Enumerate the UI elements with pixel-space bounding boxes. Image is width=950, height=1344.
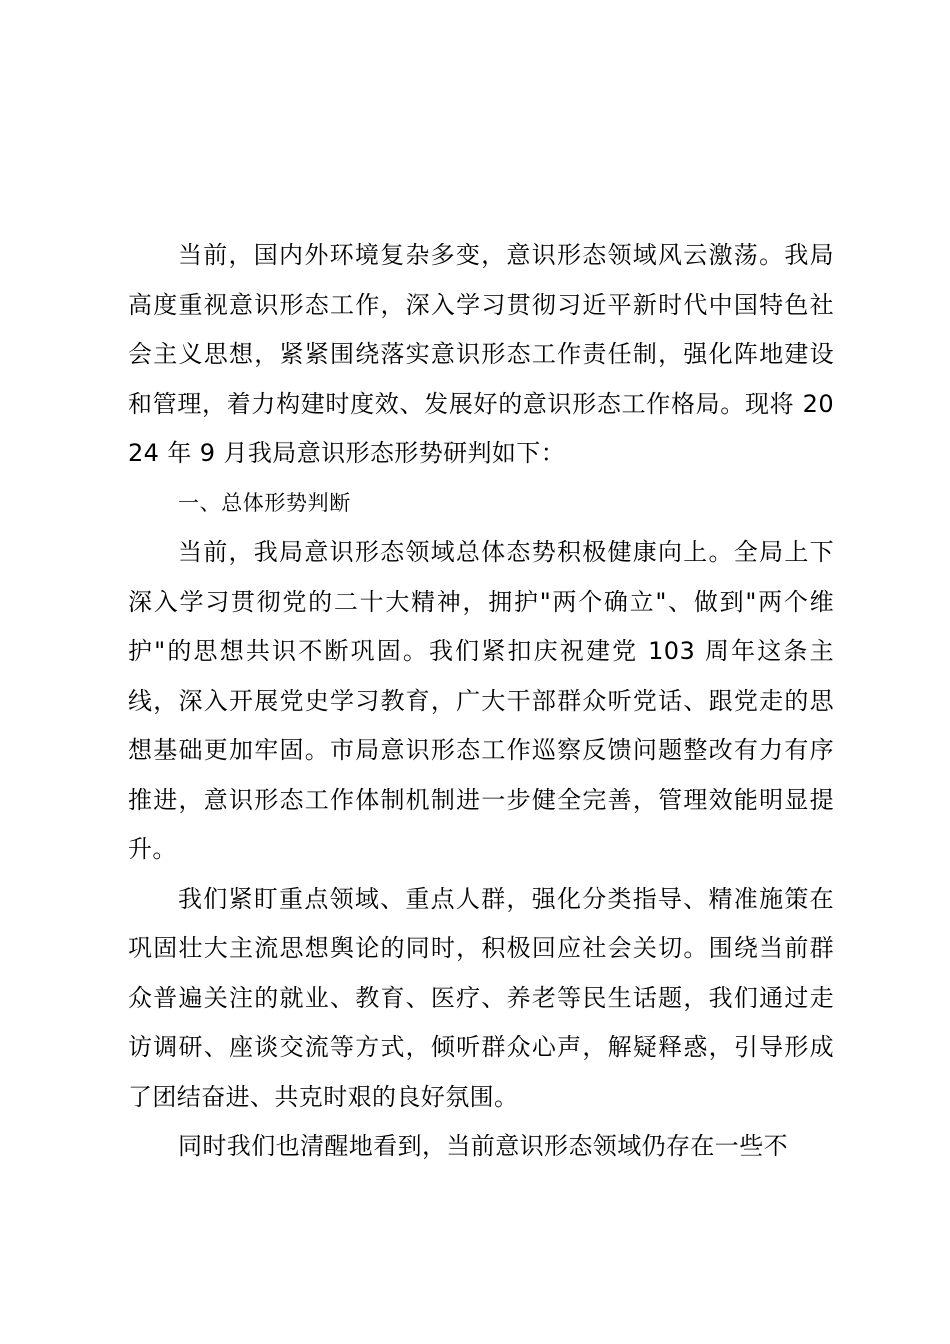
document-body [128,231,834,1172]
problems-paragraph: 同时我们也清醒地看到，当前意识形态领域仍存在一些不 [178,1132,788,1160]
intro-paragraph: 当前，国内外环境复杂多变，意识形态领域风云激荡。我局高度重视意识形态工作，深入学习贯彻习近平新时代中国特色社会主义思想，紧紧围绕落实意识形态工作责任制，强化阵地建设和管理，着力构建时度效、发展好的意识形态工作格局。现将 2024 年 9 月我局意识形态形势研判如下： [128,241,834,467]
overall-situation-paragraph: 当前，我局意识形态领域总体态势积极健康向上。全局上下深入学习贯彻党的二十大精神，拥护"两个确立"、做到"两个维护"的思想共识不断巩固。我们紧扣庆祝建党 103 周年这条主线，深入开展党史学习教育，广大干部群众听党话、跟党走的思想基础更加牢固。市局意识形态工作巡察反馈问题整改有力有序推进，意识形态工作体制机制进一步健全完善，管理效能明显提升。 [128,538,834,863]
section-heading-overall-situation: 一、总体形势判断 [178,490,351,515]
key-areas-paragraph: 我们紧盯重点领域、重点人群，强化分类指导、精准施策在巩固壮大主流思想舆论的同时，积极回应社会关切。围绕当前群众普遍关注的就业、教育、医疗、养老等民生话题，我们通过走访调研、座谈交流等方式，倾听群众心声，解疑释惑，引导形成了团结奋进、共克时艰的良好氛围。 [128,884,834,1111]
